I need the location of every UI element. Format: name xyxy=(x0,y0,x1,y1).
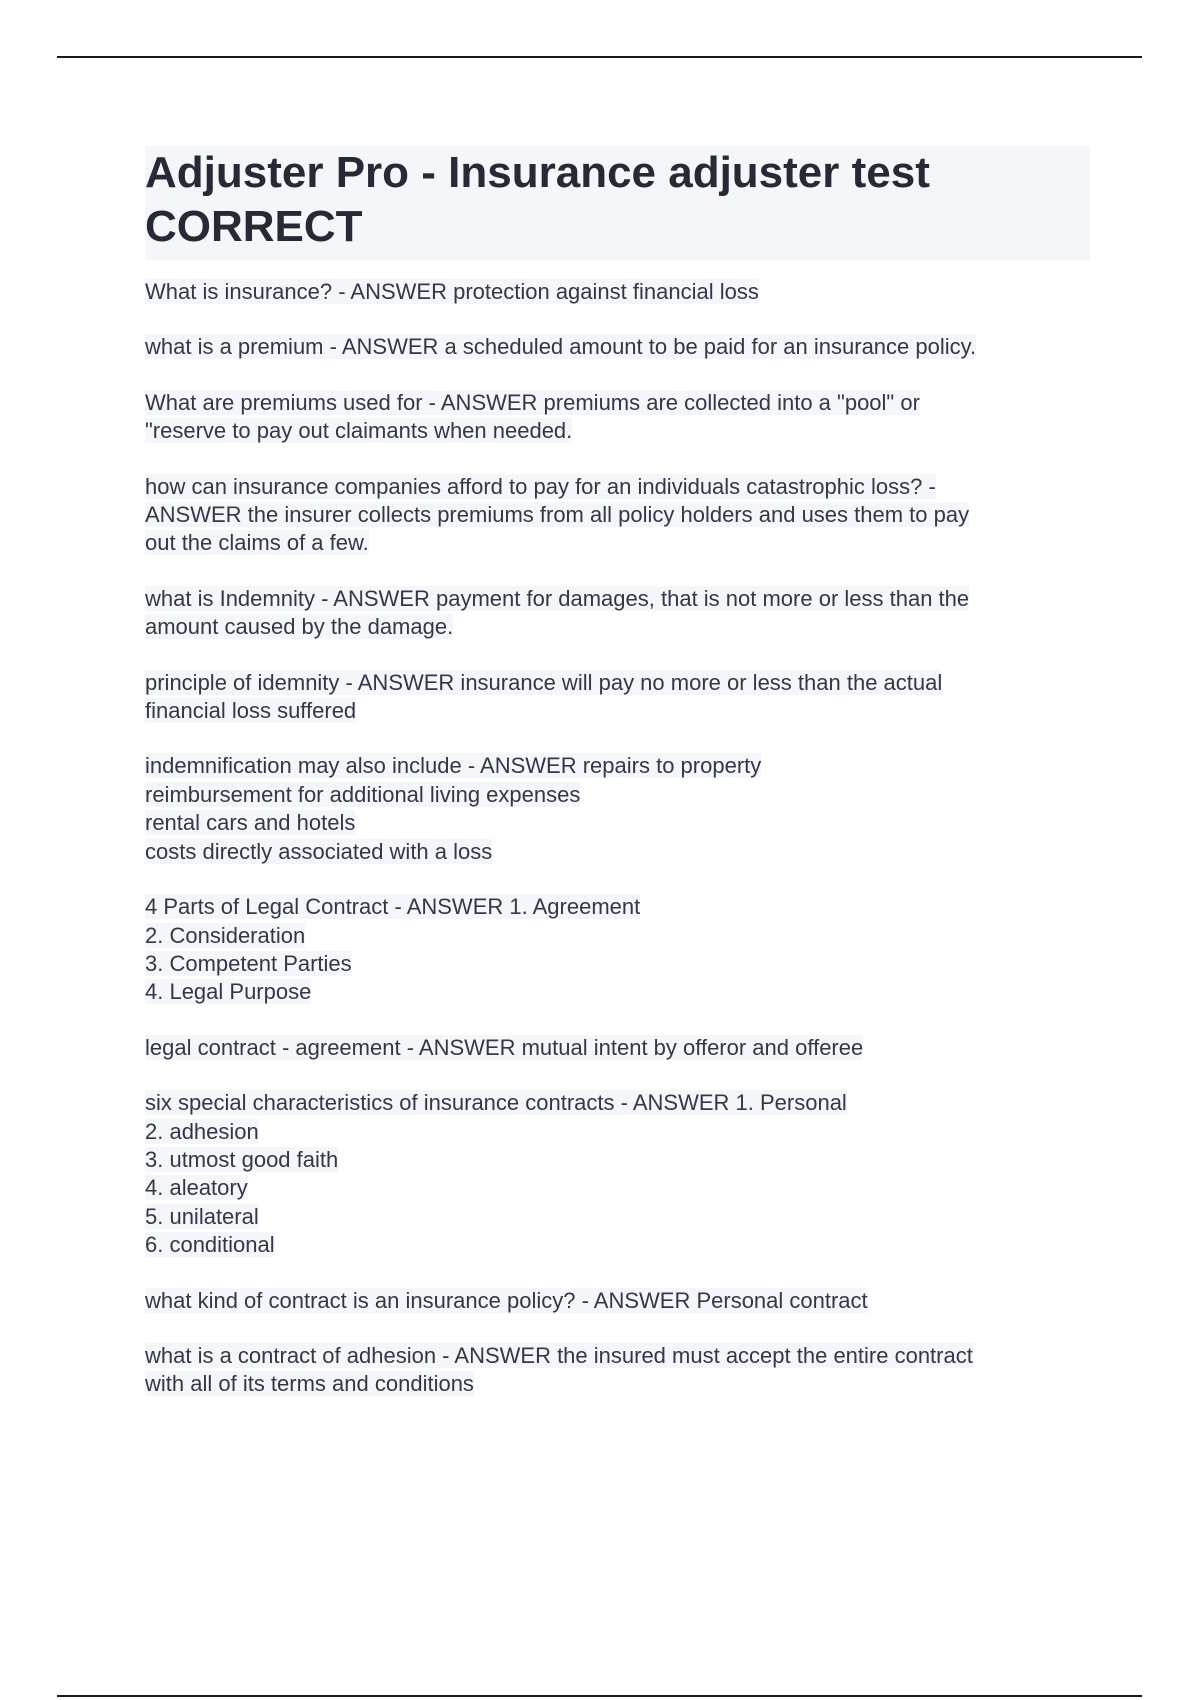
qa-item xyxy=(145,1034,1090,1062)
qa-text: six special characteristics of insurance contracts - ANSWER 1. Personal 2. adhesion 3. utmost good faith 4. aleatory 5. unilateral 6. conditional xyxy=(145,1090,847,1258)
qa-item xyxy=(145,1342,1090,1399)
qa-text: what is Indemnity - ANSWER payment for damages, that is not more or less than the amount caused by the damage. xyxy=(145,585,970,640)
bottom-divider xyxy=(57,1695,1142,1697)
qa-item xyxy=(145,1287,1090,1315)
qa-text: what is a premium - ANSWER a scheduled amount to be paid for an insurance policy. xyxy=(145,334,977,360)
qa-text: What are premiums used for - ANSWER premiums are collected into a "pool" or "reserve to pay out claimants when needed. xyxy=(145,389,920,444)
qa-text: what is a contract of adhesion - ANSWER the insured must accept the entire contract with all of its terms and conditions xyxy=(145,1342,973,1397)
qa-item xyxy=(145,278,1090,306)
qa-item xyxy=(145,333,1090,361)
qa-item xyxy=(145,752,1090,866)
qa-text: indemnification may also include - ANSWER repairs to property reimbursement for additional living expenses rental cars and hotels costs directly associated with a loss xyxy=(145,753,762,864)
qa-text: how can insurance companies afford to pay for an individuals catastrophic loss? - ANSWER the insurer collects premiums from all policy holders and uses them to pay out the claims of a few. xyxy=(145,473,970,556)
qa-text: What is insurance? - ANSWER protection against financial loss xyxy=(145,279,759,304)
qa-item xyxy=(145,669,1090,726)
qa-text: legal contract - agreement - ANSWER mutual intent by offeror and offeree xyxy=(145,1034,864,1060)
qa-item xyxy=(145,1089,1090,1259)
qa-text: principle of idemnity - ANSWER insurance will pay no more or less than the actual financial loss suffered xyxy=(145,669,943,724)
top-divider xyxy=(57,56,1142,58)
qa-item xyxy=(145,473,1090,558)
qa-item xyxy=(145,389,1090,446)
qa-item xyxy=(145,585,1090,642)
qa-item xyxy=(145,893,1090,1007)
qa-list xyxy=(145,278,1090,1399)
qa-text: 4 Parts of Legal Contract - ANSWER 1. Agreement 2. Consideration 3. Competent Parties 4. Legal Purpose xyxy=(145,894,641,1005)
qa-text: what kind of contract is an insurance policy? - ANSWER Personal contract xyxy=(145,1287,868,1313)
document-title: Adjuster Pro - Insurance adjuster test CORRECT xyxy=(145,146,1090,260)
document-body xyxy=(145,146,1090,1426)
